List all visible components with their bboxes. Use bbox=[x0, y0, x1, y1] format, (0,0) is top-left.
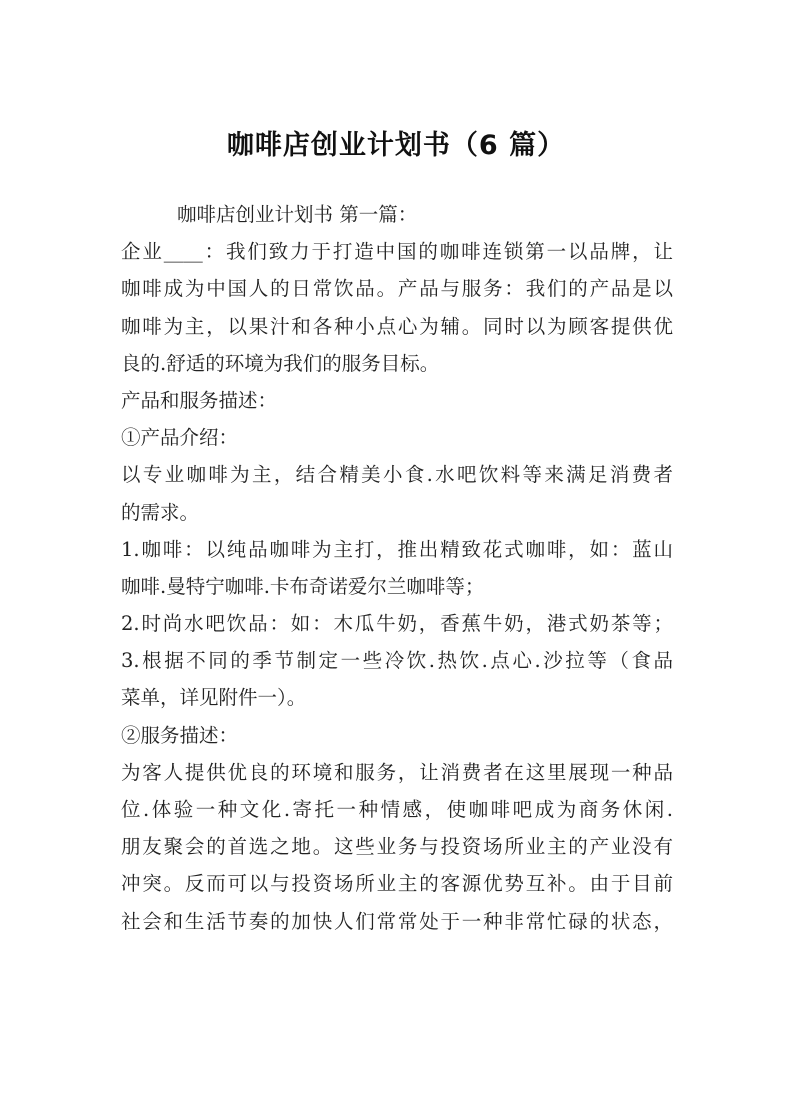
paragraph-line: 的需求。 bbox=[121, 500, 200, 524]
paragraph-line: 为客人提供优良的环境和服务，让消费者在这里展现一种品 bbox=[121, 760, 673, 784]
paragraph-line: 2.时尚水吧饮品：如：木瓜牛奶，香蕉牛奶，港式奶茶等； bbox=[121, 612, 673, 636]
paragraph-line: 咖啡成为中国人的日常饮品。产品与服务：我们的产品是以 bbox=[121, 277, 673, 301]
document-title: 咖啡店创业计划书（6 篇） bbox=[226, 130, 566, 161]
paragraph-line: 以专业咖啡为主，结合精美小食.水吧饮料等来满足消费者 bbox=[121, 463, 673, 487]
section-heading: 咖啡店创业计划书 第一篇： bbox=[177, 203, 418, 226]
document-body bbox=[121, 196, 673, 940]
paragraph-line: 菜单，详见附件一）。 bbox=[121, 686, 307, 710]
paragraph-line: 1.咖啡：以纯品咖啡为主打，推出精致花式咖啡，如：蓝山 bbox=[121, 537, 673, 561]
paragraph-line: 3.根据不同的季节制定一些冷饮.热饮.点心.沙拉等（食品 bbox=[121, 649, 673, 673]
paragraph-line: 产品和服务描述： bbox=[121, 388, 278, 412]
paragraph-line: 咖啡.曼特宁咖啡.卡布奇诺爱尔兰咖啡等； bbox=[121, 574, 485, 598]
paragraph-line: 位.体验一种文化.寄托一种情感，使咖啡吧成为商务休闲. bbox=[121, 798, 673, 821]
paragraph-line: ①产品介绍： bbox=[121, 426, 239, 450]
paragraph-line: ②服务描述： bbox=[121, 723, 239, 747]
paragraph-line: 社会和生活节奏的加快人们常常处于一种非常忙碌的状态， bbox=[121, 909, 673, 933]
paragraph-line: 冲突。反而可以与投资场所业主的客源优势互补。由于目前 bbox=[121, 872, 673, 896]
paragraph-line: 良的.舒适的环境为我们的服务目标。 bbox=[121, 351, 440, 375]
paragraph-line: 朋友聚会的首选之地。这些业务与投资场所业主的产业没有 bbox=[121, 835, 673, 859]
paragraph-line: 咖啡为主，以果汁和各种小点心为辅。同时以为顾客提供优 bbox=[121, 314, 673, 338]
paragraph-line: 企业____：我们致力于打造中国的咖啡连锁第一以品牌，让 bbox=[121, 240, 673, 264]
